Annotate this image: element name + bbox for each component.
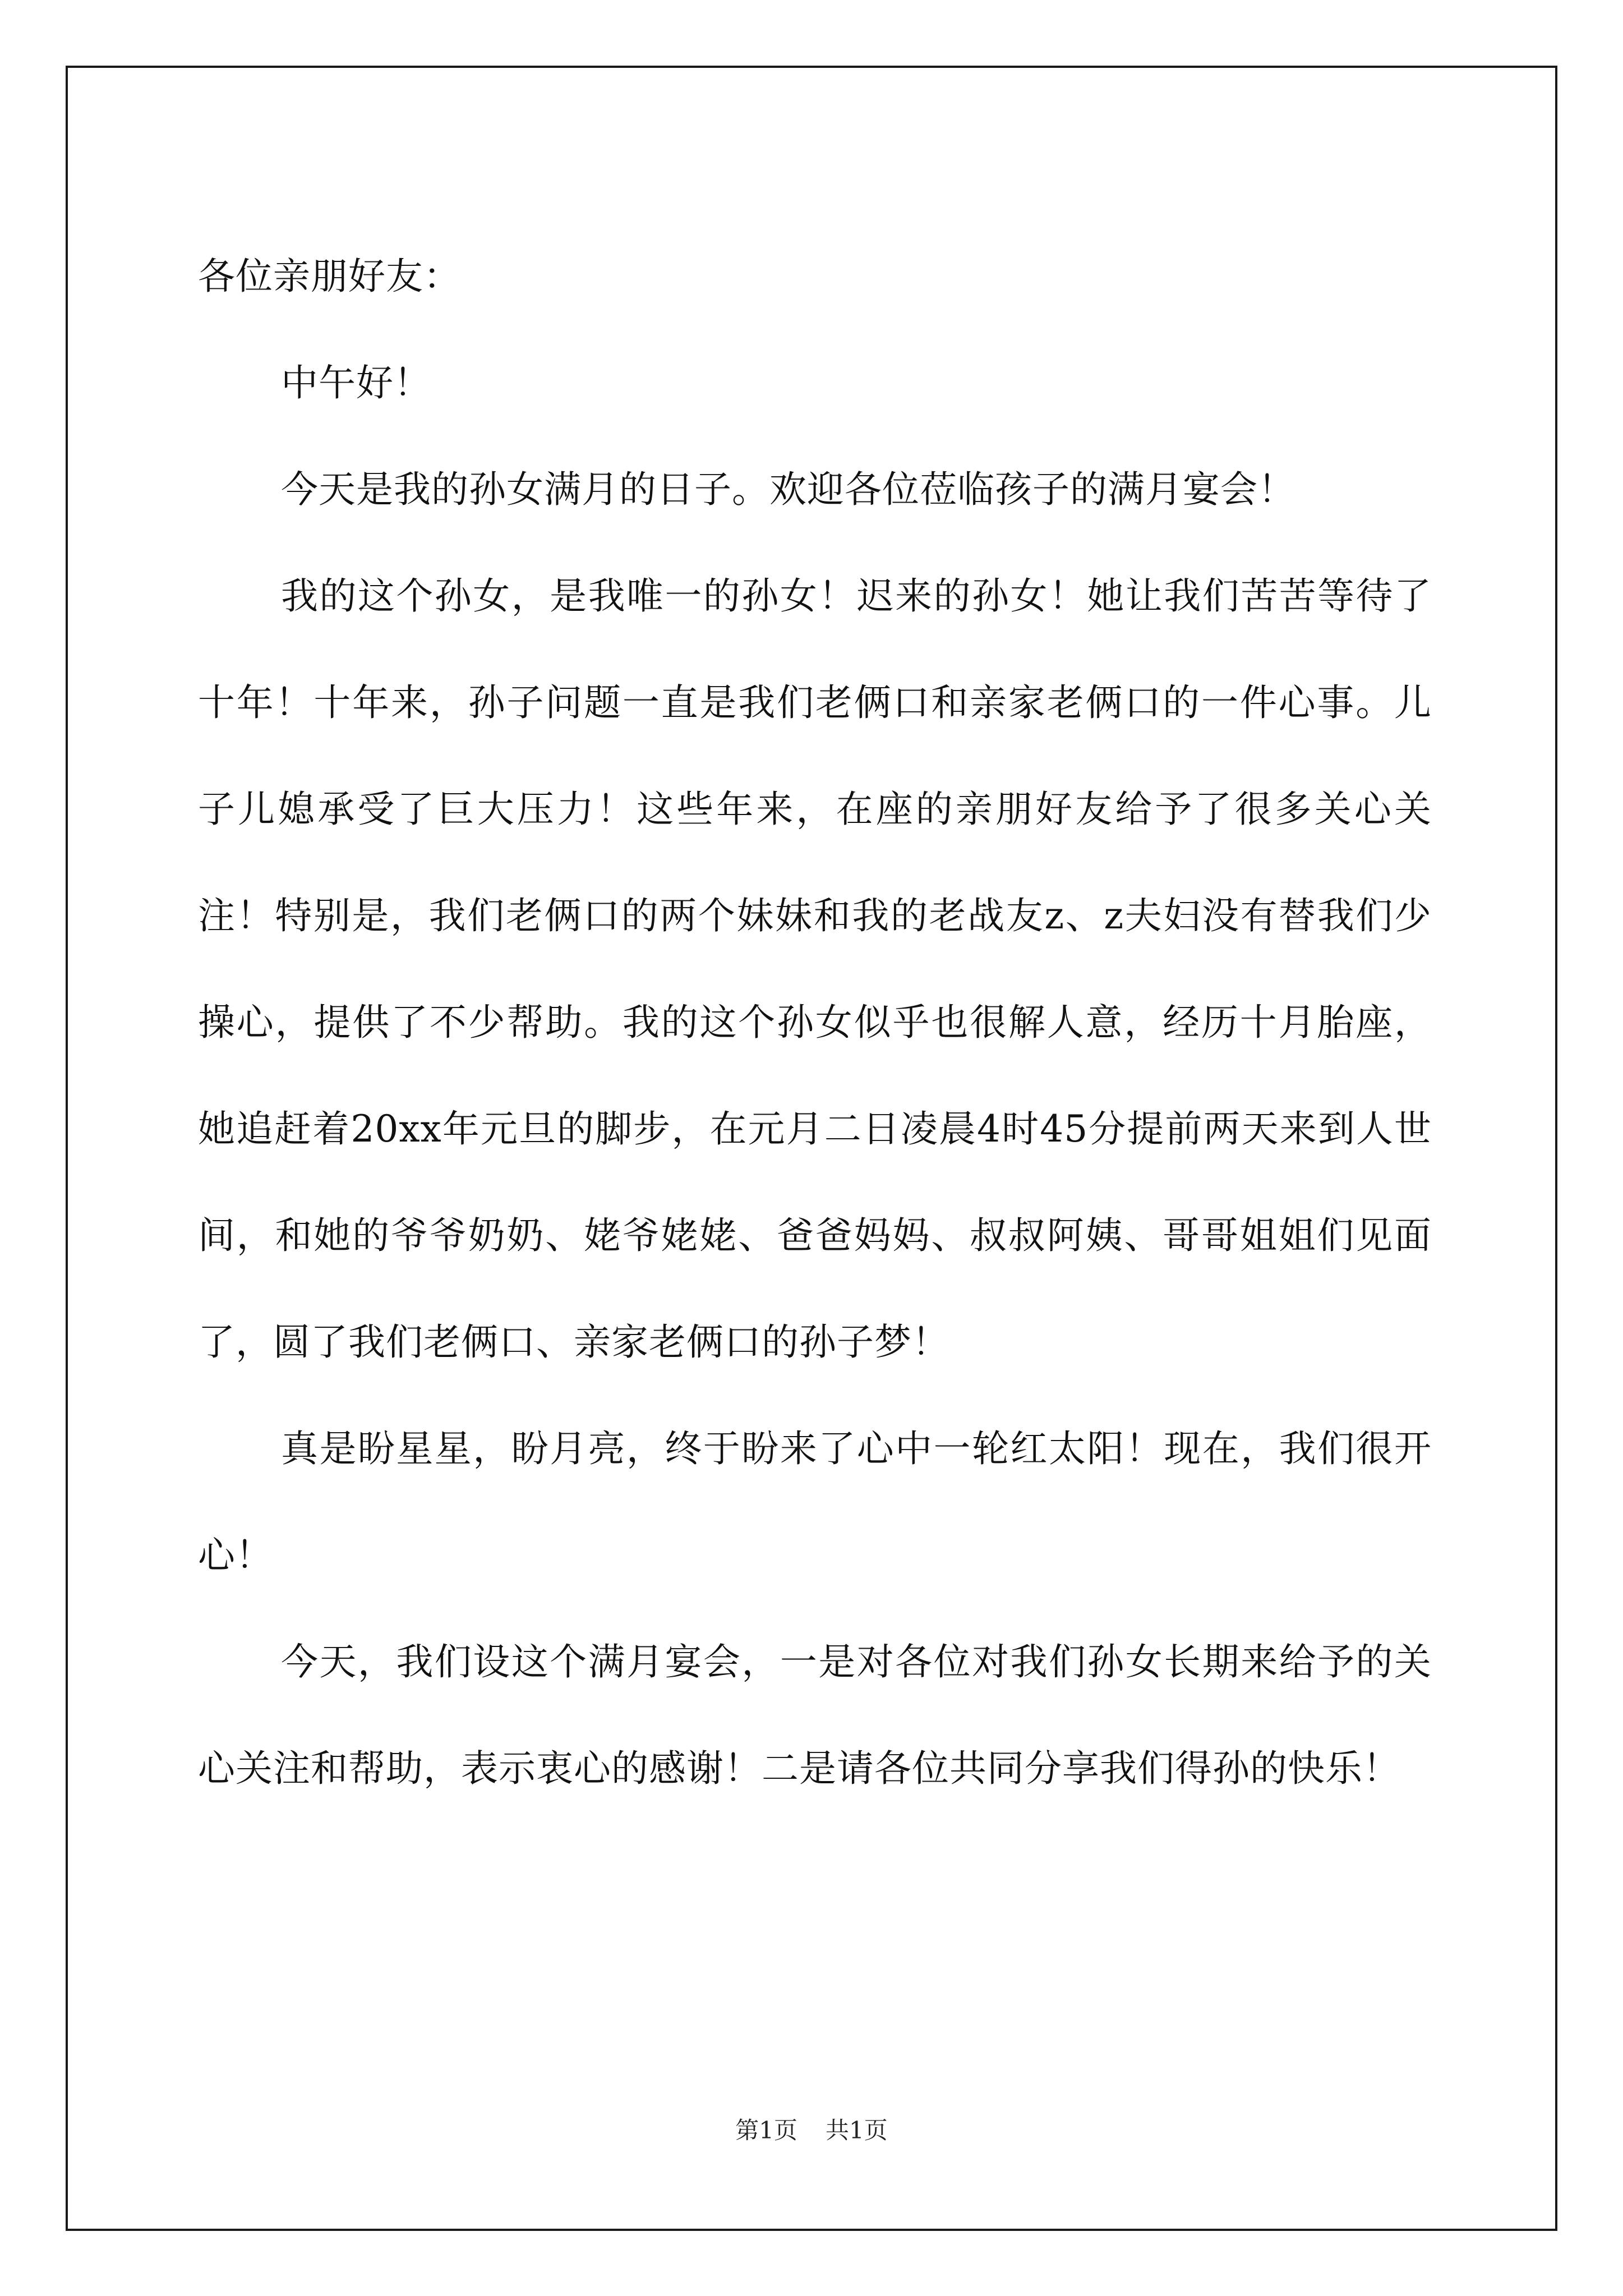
- page-total: 共1页: [826, 2116, 888, 2144]
- document-body: [198, 223, 1432, 1822]
- paragraph-thanks: 今天，我们设这个满月宴会，一是对各位对我们孙女长期来给予的关心关注和帮助，表示衷心的感谢！二是请各位共同分享我们得孙的快乐！: [198, 1640, 1432, 1790]
- salutation: 各位亲朋好友：: [198, 255, 461, 298]
- paragraph-story: 我的这个孙女，是我唯一的孙女！迟来的孙女！她让我们苦苦等待了十年！十年来，孙子问题一直是我们老俩口和亲家老俩口的一件心事。儿子儿媳承受了巨大压力！这些年来，在座的亲朋好友给予了很多关心关注！特别是，我们老俩口的两个妹妹和我的老战友z、z夫妇没有替我们少操心，提供了不少帮助。我的这个孙女似乎也很解人意，经历十月胎座，她追赶着20xx年元旦的脚步，在元月二日凌晨4时45分提前两天来到人世间，和她的爷爷奶奶、姥爷姥姥、爸爸妈妈、叔叔阿姨、哥哥姐姐们见面了，圆了我们老俩口、亲家老俩口的孙子梦！: [198, 574, 1432, 1364]
- page-number: 第1页: [735, 2116, 797, 2144]
- paragraph-greeting: 中午好！: [281, 361, 431, 404]
- page-footer: [0, 2115, 1623, 2146]
- paragraph-joy: 真是盼星星，盼月亮，终于盼来了心中一轮红太阳！现在，我们很开心！: [198, 1427, 1432, 1577]
- paragraph-welcome: 今天是我的孙女满月的日子。欢迎各位莅临孩子的满月宴会！: [281, 468, 1295, 511]
